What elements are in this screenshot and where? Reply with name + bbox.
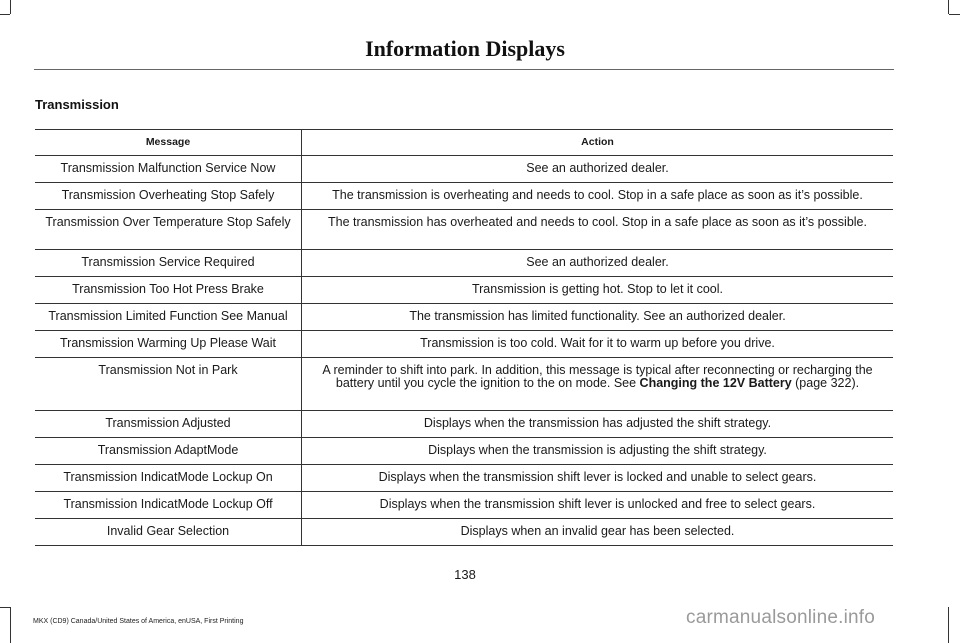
table-row [35,438,893,465]
message-cell: Transmission Overheating Stop Safely [35,183,302,210]
crop-mark-top-right-v [948,0,949,14]
action-cell: The transmission has limited functionality. See an authorized dealer. [302,304,894,331]
action-text: (page 322). [791,376,860,390]
watermark: carmanualsonline.info [686,607,876,628]
crop-mark-top-left-h [0,14,10,15]
message-cell: Transmission Limited Function See Manual [35,304,302,331]
action-cell [302,358,894,411]
message-cell: Invalid Gear Selection [35,519,302,546]
section-heading: Transmission [35,97,119,112]
table-row [35,156,893,183]
transmission-messages-table [35,129,893,546]
crop-mark-bottom-left-h [0,607,10,608]
page-number: 138 [454,567,476,582]
action-cell: See an authorized dealer. [302,250,894,277]
action-cell: Displays when an invalid gear has been selected. [302,519,894,546]
action-cell: The transmission has overheated and needs to cool. Stop in a safe place as soon as it’s possible. [302,210,894,250]
table-row [35,411,893,438]
message-cell: Transmission Too Hot Press Brake [35,277,302,304]
action-cell: Displays when the transmission is adjusting the shift strategy. [302,438,894,465]
table-row [35,277,893,304]
table-row [35,492,893,519]
action-text: A reminder to shift into park. In addition, this message is typical after reconnecting or recharging the battery until you cycle the ignition to the on mode. See [322,363,873,390]
table-row [35,519,893,546]
crop-mark-bottom-left-v [10,607,11,643]
table-row [35,183,893,210]
crop-mark-bottom-right-v [948,607,949,643]
message-cell: Transmission Service Required [35,250,302,277]
table-row [35,210,893,250]
header-rule [34,69,894,70]
action-cell: Transmission is too cold. Wait for it to warm up before you drive. [302,331,894,358]
table-header-row [35,130,893,156]
action-cell: Displays when the transmission shift lever is locked and unable to select gears. [302,465,894,492]
message-cell: Transmission IndicatMode Lockup Off [35,492,302,519]
table-row [35,465,893,492]
message-cell: Transmission Adjusted [35,411,302,438]
action-cell: The transmission is overheating and needs to cool. Stop in a safe place as soon as it’s possible. [302,183,894,210]
table-row [35,331,893,358]
publication-footer: MKX (CD9) Canada/United States of America, enUSA, First Printing [33,618,244,625]
cross-reference-link[interactable]: Changing the 12V Battery [639,376,792,390]
action-cell: Displays when the transmission has adjusted the shift strategy. [302,411,894,438]
action-cell: Transmission is getting hot. Stop to let it cool. [302,277,894,304]
table-row [35,250,893,277]
message-cell: Transmission Malfunction Service Now [35,156,302,183]
column-header-message: Message [35,130,302,156]
message-cell: Transmission Over Temperature Stop Safely [35,210,302,250]
crop-mark-top-left-v [10,0,11,14]
table-row [35,304,893,331]
action-cell: Displays when the transmission shift lever is unlocked and free to select gears. [302,492,894,519]
message-cell: Transmission Not in Park [35,358,302,411]
chapter-title: Information Displays [365,36,565,61]
message-cell: Transmission AdaptMode [35,438,302,465]
column-header-action: Action [302,130,894,156]
table-row [35,358,893,411]
message-cell: Transmission Warming Up Please Wait [35,331,302,358]
message-cell: Transmission IndicatMode Lockup On [35,465,302,492]
crop-mark-top-right-h [949,14,960,15]
action-cell: See an authorized dealer. [302,156,894,183]
